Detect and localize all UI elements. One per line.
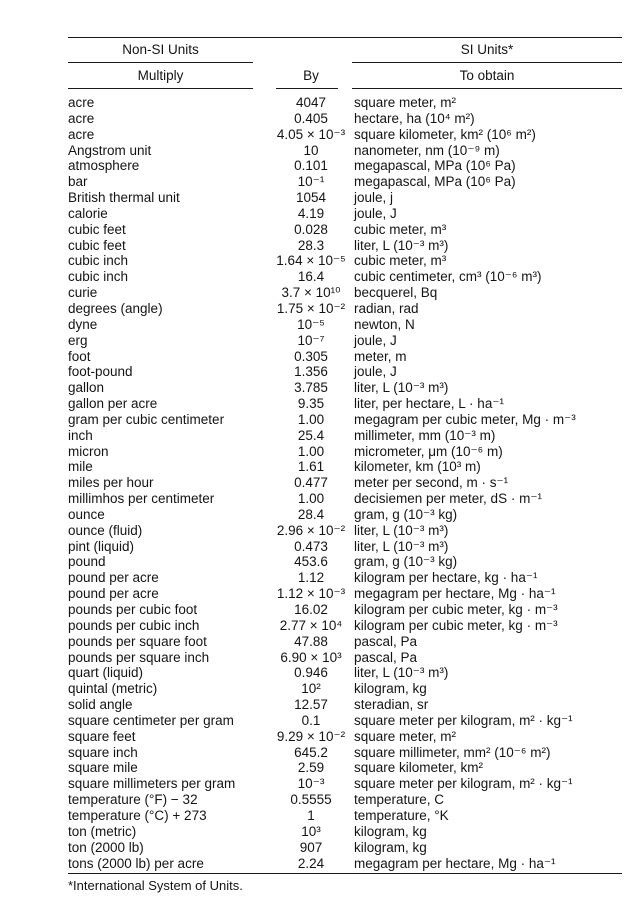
by-cell: 10 xyxy=(303,142,319,158)
multiply-cell: ton (2000 lb) xyxy=(68,839,144,855)
multiply-cell: pound xyxy=(68,554,106,570)
to-obtain-cell: megagram per hectare, Mg · ha⁻¹ xyxy=(354,586,556,602)
by-cell: 0.473 xyxy=(294,538,328,554)
table-row xyxy=(68,808,628,824)
table-row xyxy=(68,650,628,666)
multiply-cell: cubic inch xyxy=(68,253,129,269)
multiply-cell: erg xyxy=(68,332,88,348)
multiply-cell: ton (metric) xyxy=(68,823,137,839)
by-cell: 10² xyxy=(301,681,321,697)
multiply-cell: degrees (angle) xyxy=(68,300,163,316)
multiply-cell: micron xyxy=(68,443,109,459)
to-obtain-cell: square millimeter, mm² (10⁻⁶ m²) xyxy=(354,744,551,760)
si-group-rule xyxy=(352,62,622,63)
to-obtain-cell: cubic meter, m³ xyxy=(354,221,447,237)
multiply-cell: Angstrom unit xyxy=(68,142,152,158)
multiply-cell: foot-pound xyxy=(68,364,133,380)
by-cell: 16.4 xyxy=(297,269,325,285)
multiply-cell: pound per acre xyxy=(68,586,159,602)
multiply-cell: acre xyxy=(68,126,95,142)
table-row xyxy=(68,190,628,206)
table-row xyxy=(68,127,628,143)
to-obtain-cell: liter, L (10⁻³ m³) xyxy=(354,538,449,554)
to-obtain-cell: liter, per hectare, L · ha⁻¹ xyxy=(354,396,504,412)
multiply-cell: square inch xyxy=(68,744,138,760)
multiply-cell: mile xyxy=(68,459,93,475)
to-obtain-cell: liter, L (10⁻³ m³) xyxy=(354,522,449,538)
table-row xyxy=(68,206,628,222)
multiply-cell: acre xyxy=(68,95,95,110)
to-obtain-cell: gram, g (10⁻³ kg) xyxy=(354,554,458,570)
table-row xyxy=(68,856,628,872)
bottom-rule xyxy=(68,873,622,874)
to-obtain-cell: kilogram, kg xyxy=(354,839,427,855)
by-cell: 1.12 × 10⁻³ xyxy=(276,586,346,602)
to-obtain-cell: liter, L (10⁻³ m³) xyxy=(354,237,449,253)
conversion-rows xyxy=(68,95,628,871)
by-cell: 10⁻³ xyxy=(297,776,325,792)
multiply-rule xyxy=(68,88,253,89)
to-obtain-cell: megagram per hectare, Mg · ha⁻¹ xyxy=(354,855,556,871)
by-cell: 0.305 xyxy=(294,348,328,364)
by-cell: 28.4 xyxy=(297,506,325,522)
by-cell: 10⁻⁷ xyxy=(297,332,325,348)
by-cell: 1054 xyxy=(295,190,327,206)
multiply-cell: pounds per square inch xyxy=(68,649,210,665)
table-row xyxy=(68,95,628,111)
by-cell: 4.05 × 10⁻³ xyxy=(276,126,346,142)
table-row xyxy=(68,475,628,491)
multiply-cell: pound per acre xyxy=(68,570,159,586)
to-obtain-cell: meter per second, m · s⁻¹ xyxy=(354,475,509,491)
table-row xyxy=(68,729,628,745)
multiply-cell: gallon per acre xyxy=(68,396,158,412)
by-cell: 1.00 xyxy=(297,491,325,507)
by-cell: 1.75 × 10⁻² xyxy=(276,300,346,316)
non-si-group-rule xyxy=(68,62,253,63)
multiply-cell: foot xyxy=(68,348,91,364)
by-cell: 4047 xyxy=(295,95,327,110)
table-row xyxy=(68,285,628,301)
table-row xyxy=(68,158,628,174)
table-row xyxy=(68,444,628,460)
to-obtain-cell: kilogram per cubic meter, kg · m⁻³ xyxy=(354,617,558,633)
header-by: By xyxy=(303,68,319,83)
table-row xyxy=(68,586,628,602)
table-row xyxy=(68,222,628,238)
by-cell: 0.405 xyxy=(294,110,328,126)
to-obtain-cell: liter, L (10⁻³ m³) xyxy=(354,665,449,681)
by-cell: 0.028 xyxy=(294,221,328,237)
to-obtain-cell: kilogram per hectare, kg · ha⁻¹ xyxy=(354,570,538,586)
to-obtain-cell: square kilometer, km² xyxy=(354,760,484,776)
by-cell: 645.2 xyxy=(294,744,328,760)
by-cell: 47.88 xyxy=(294,633,328,649)
table-row xyxy=(68,618,628,634)
by-cell: 1.356 xyxy=(294,364,328,380)
to-obtain-cell: gram, g (10⁻³ kg) xyxy=(354,506,458,522)
table-row xyxy=(68,349,628,365)
to-obtain-cell: cubic centimeter, cm³ (10⁻⁶ m³) xyxy=(354,269,542,285)
multiply-cell: millimhos per centimeter xyxy=(68,491,215,507)
by-cell: 453.6 xyxy=(294,554,328,570)
multiply-cell: pounds per cubic inch xyxy=(68,617,200,633)
table-row xyxy=(68,364,628,380)
table-row xyxy=(68,491,628,507)
table-row xyxy=(68,111,628,127)
to-obtain-cell: joule, J xyxy=(354,205,397,221)
to-obtain-cell: megagram per cubic meter, Mg · m⁻³ xyxy=(354,411,576,427)
by-cell: 2.24 xyxy=(297,855,325,871)
multiply-cell: gallon xyxy=(68,380,105,396)
multiply-cell: pounds per square foot xyxy=(68,633,207,649)
by-cell: 12.57 xyxy=(294,697,328,713)
table-row xyxy=(68,174,628,190)
multiply-cell: solid angle xyxy=(68,697,133,713)
table-row xyxy=(68,238,628,254)
by-cell: 0.946 xyxy=(294,665,328,681)
multiply-cell: square millimeters per gram xyxy=(68,776,236,792)
by-cell: 907 xyxy=(299,839,323,855)
table-row xyxy=(68,412,628,428)
multiply-cell: square centimeter per gram xyxy=(68,712,234,728)
table-row xyxy=(68,713,628,729)
multiply-cell: gram per cubic centimeter xyxy=(68,411,225,427)
to-obtain-cell: kilogram per cubic meter, kg · m⁻³ xyxy=(354,602,558,617)
to-obtain-cell: temperature, C xyxy=(354,792,445,808)
by-cell: 10⁻¹ xyxy=(297,174,325,190)
multiply-cell: cubic feet xyxy=(68,221,126,237)
by-cell: 10⁻⁵ xyxy=(297,316,325,332)
header-to-obtain: To obtain xyxy=(459,68,515,83)
table-row xyxy=(68,554,628,570)
multiply-cell: temperature (°F) − 32 xyxy=(68,792,198,808)
multiply-cell: pint (liquid) xyxy=(68,538,135,554)
to-obtain-cell: megapascal, MPa (10⁶ Pa) xyxy=(354,158,516,174)
table-row xyxy=(68,665,628,681)
table-row xyxy=(68,253,628,269)
table-row xyxy=(68,143,628,159)
by-cell: 0.101 xyxy=(294,158,328,174)
to-obtain-cell: liter, L (10⁻³ m³) xyxy=(354,380,449,396)
to-obtain-cell: megapascal, MPa (10⁶ Pa) xyxy=(354,174,516,190)
to-obtain-cell: square meter, m² xyxy=(354,95,457,110)
to-obtain-cell: square meter per kilogram, m² · kg⁻¹ xyxy=(354,712,573,728)
multiply-cell: square mile xyxy=(68,760,138,776)
multiply-cell: inch xyxy=(68,427,93,443)
by-cell: 2.96 × 10⁻² xyxy=(276,522,346,538)
table-row xyxy=(68,269,628,285)
multiply-cell: quintal (metric) xyxy=(68,681,158,697)
to-obtain-cell: square meter per kilogram, m² · kg⁻¹ xyxy=(354,776,573,792)
table-row xyxy=(68,523,628,539)
multiply-cell: tons (2000 lb) per acre xyxy=(68,855,204,871)
multiply-cell: dyne xyxy=(68,316,98,332)
by-cell: 16.02 xyxy=(294,602,328,617)
header-multiply: Multiply xyxy=(137,68,184,83)
to-obtain-cell: square kilometer, km² (10⁶ m²) xyxy=(354,126,536,142)
by-cell: 2.59 xyxy=(297,760,325,776)
to-obtain-cell: joule, J xyxy=(354,364,397,380)
table-row xyxy=(68,317,628,333)
by-cell: 3.7 × 10¹⁰ xyxy=(281,285,341,301)
multiply-cell: calorie xyxy=(68,205,108,221)
by-cell: 0.5555 xyxy=(290,792,332,808)
by-cell: 1.64 × 10⁻⁵ xyxy=(276,253,346,269)
table-row xyxy=(68,380,628,396)
header-si-units: SI Units* xyxy=(460,42,514,57)
multiply-cell: curie xyxy=(68,285,98,301)
by-cell: 1.00 xyxy=(297,443,325,459)
table-row xyxy=(68,697,628,713)
multiply-cell: miles per hour xyxy=(68,475,154,491)
to-obtain-cell: meter, m xyxy=(354,348,407,364)
by-cell: 10³ xyxy=(301,823,321,839)
to-obtain-cell: pascal, Pa xyxy=(354,649,418,665)
by-cell: 3.785 xyxy=(294,380,328,396)
to-obtain-cell: cubic meter, m³ xyxy=(354,253,447,269)
to-obtain-cell: kilogram, kg xyxy=(354,823,427,839)
table-row xyxy=(68,634,628,650)
table-row xyxy=(68,681,628,697)
multiply-cell: quart (liquid) xyxy=(68,665,144,681)
multiply-cell: British thermal unit xyxy=(68,190,180,206)
by-cell: 1.12 xyxy=(297,570,325,586)
to-obtain-cell: micrometer, μm (10⁻⁶ m) xyxy=(354,443,503,459)
top-rule xyxy=(68,37,622,38)
table-row xyxy=(68,396,628,412)
multiply-cell: temperature (°C) + 273 xyxy=(68,807,207,823)
table-row xyxy=(68,792,628,808)
table-row xyxy=(68,570,628,586)
by-cell: 9.35 xyxy=(297,396,325,412)
to-obtain-cell: kilogram, kg xyxy=(354,681,427,697)
by-cell: 2.77 × 10⁴ xyxy=(279,617,343,633)
table-row xyxy=(68,760,628,776)
multiply-cell: square feet xyxy=(68,728,136,744)
table-row xyxy=(68,824,628,840)
to-obtain-cell: pascal, Pa xyxy=(354,633,418,649)
to-obtain-cell: nanometer, nm (10⁻⁹ m) xyxy=(354,142,500,158)
multiply-cell: atmosphere xyxy=(68,158,140,174)
table-row xyxy=(68,333,628,349)
to-obtain-cell: decisiemen per meter, dS · m⁻¹ xyxy=(354,491,542,507)
header-non-si-units: Non-SI Units xyxy=(122,42,199,57)
multiply-cell: acre xyxy=(68,110,95,126)
by-cell: 4.19 xyxy=(297,205,325,221)
by-rule xyxy=(276,88,338,89)
table-row xyxy=(68,301,628,317)
to-obtain-cell: kilometer, km (10³ m) xyxy=(354,459,481,475)
to-obtain-cell: joule, j xyxy=(354,190,394,206)
table-row xyxy=(68,776,628,792)
footnote: *International System of Units. xyxy=(68,878,243,893)
to-obtain-cell: temperature, °K xyxy=(354,807,449,823)
multiply-cell: ounce (fluid) xyxy=(68,522,143,538)
to-obtain-cell: steradian, sr xyxy=(354,697,429,713)
by-cell: 25.4 xyxy=(297,427,325,443)
to-obtain-cell: radian, rad xyxy=(354,300,419,316)
by-cell: 0.1 xyxy=(301,712,321,728)
table-row xyxy=(68,602,628,618)
multiply-cell: ounce xyxy=(68,506,105,522)
by-cell: 1 xyxy=(307,807,315,823)
by-cell: 1.00 xyxy=(297,411,325,427)
by-cell: 1.61 xyxy=(297,459,325,475)
multiply-cell: cubic feet xyxy=(68,237,126,253)
table-row xyxy=(68,459,628,475)
to-obtain-cell: becquerel, Bq xyxy=(354,285,438,301)
to-obtain-cell: hectare, ha (10⁴ m²) xyxy=(354,110,475,126)
by-cell: 0.477 xyxy=(294,475,328,491)
table-row xyxy=(68,539,628,555)
table-row xyxy=(68,428,628,444)
table-row xyxy=(68,745,628,761)
to-obtain-cell: square meter, m² xyxy=(354,728,457,744)
table-row xyxy=(68,507,628,523)
multiply-cell: bar xyxy=(68,174,88,190)
to-obtain-cell: newton, N xyxy=(354,316,415,332)
by-cell: 6.90 × 10³ xyxy=(280,649,342,665)
to-obtain-cell: joule, J xyxy=(354,332,397,348)
by-cell: 9.29 × 10⁻² xyxy=(276,728,346,744)
to-obtain-cell: millimeter, mm (10⁻³ m) xyxy=(354,427,496,443)
table-row xyxy=(68,840,628,856)
multiply-cell: cubic inch xyxy=(68,269,129,285)
by-cell: 28.3 xyxy=(297,237,325,253)
to-obtain-rule xyxy=(352,88,622,89)
multiply-cell: pounds per cubic foot xyxy=(68,602,198,617)
